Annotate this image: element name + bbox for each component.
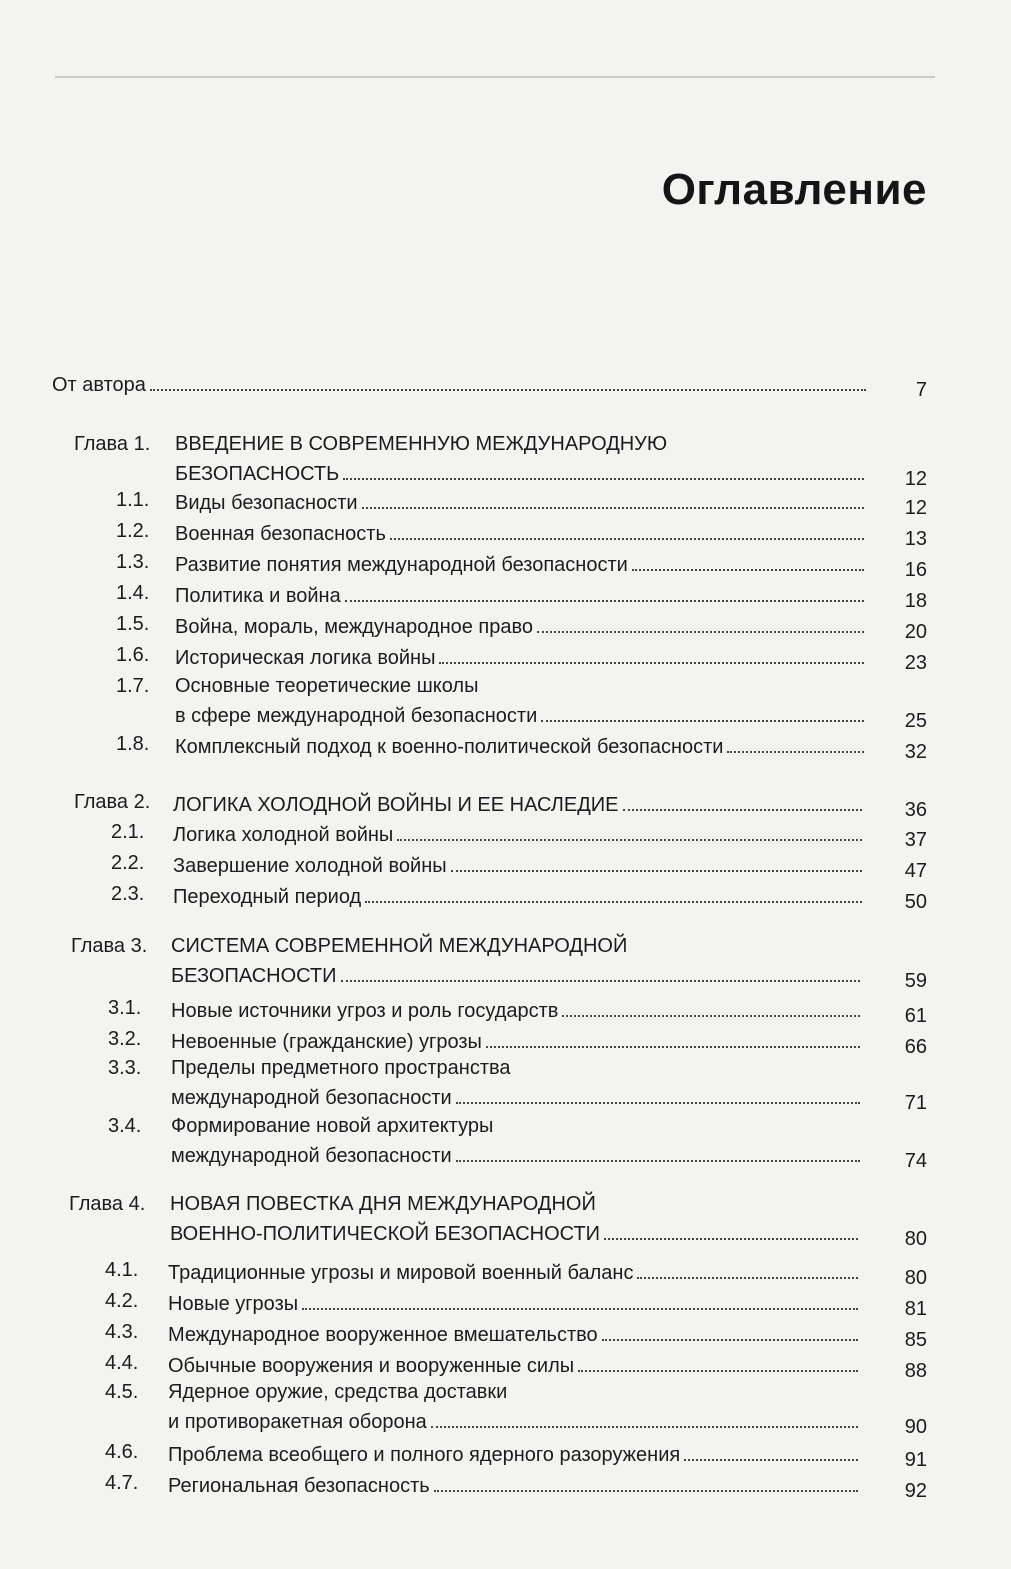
entry-line	[168, 1289, 862, 1316]
page-number: 37	[904, 829, 927, 851]
entry-text	[52, 370, 870, 397]
section-number: 3.4.	[108, 1115, 142, 1137]
page-number: 92	[904, 1480, 927, 1502]
entry-title: Развитие понятия международной безопасности	[175, 554, 628, 576]
entry-text	[170, 1192, 862, 1246]
dot-leader	[637, 1277, 858, 1279]
page-number: 13	[904, 528, 927, 550]
chapter-number: Глава 2.	[74, 791, 151, 813]
entry-line: НОВАЯ ПОВЕСТКА ДНЯ МЕЖДУНАРОДНОЙ	[170, 1193, 596, 1215]
entry-title: Комплексный подход к военно-политической безопасности	[175, 736, 724, 758]
entry-title: Региональная безопасность	[168, 1475, 430, 1497]
dot-leader	[341, 980, 860, 982]
entry-line: Пределы предметного пространства	[171, 1057, 511, 1079]
dot-leader	[365, 901, 862, 903]
page-number: 12	[904, 497, 927, 519]
entry-text	[168, 1440, 862, 1467]
entry-text	[173, 882, 866, 909]
entry-title: международной безопасности	[171, 1145, 452, 1167]
entry-title: Военная безопасность	[175, 523, 386, 545]
entry-line	[168, 1471, 862, 1498]
entry-line	[175, 519, 868, 546]
entry-text	[168, 1351, 862, 1378]
section-number: 1.1.	[116, 489, 150, 511]
dot-leader	[537, 631, 864, 633]
entry-line	[52, 370, 870, 397]
page-number: 47	[904, 860, 927, 882]
section-number: 4.3.	[105, 1321, 139, 1343]
dot-leader	[302, 1308, 858, 1310]
entry-title: Международное вооруженное вмешательство	[168, 1324, 598, 1346]
entry-text	[175, 550, 868, 577]
entry-title: ЛОГИКА ХОЛОДНОЙ ВОЙНЫ И ЕЕ НАСЛЕДИЕ	[173, 794, 619, 816]
entry-line	[168, 1407, 862, 1434]
entry-text	[171, 934, 864, 988]
entry-line	[175, 612, 868, 639]
entry-line	[173, 851, 866, 878]
page-number: 66	[904, 1036, 927, 1058]
dot-leader	[727, 751, 864, 753]
section-number: 4.5.	[105, 1381, 139, 1403]
page-number: 71	[904, 1092, 927, 1114]
page-number: 20	[904, 621, 927, 643]
dot-leader	[434, 1490, 858, 1492]
dot-leader	[397, 839, 862, 841]
chapter-number: Глава 1.	[74, 433, 151, 455]
entry-title: От автора	[52, 374, 146, 396]
section-number: 4.2.	[105, 1290, 139, 1312]
entry-title: Традиционные угрозы и мировой военный баланс	[168, 1262, 634, 1284]
page-number: 32	[904, 741, 927, 763]
page-number: 23	[904, 652, 927, 674]
entry-title: Переходный период	[173, 886, 362, 908]
dot-leader	[456, 1102, 860, 1104]
section-number: 1.3.	[116, 551, 150, 573]
entry-text	[173, 790, 866, 817]
entry-title: и противоракетная оборона	[168, 1411, 427, 1433]
entry-line	[175, 550, 868, 577]
section-number: 3.1.	[108, 997, 142, 1019]
page-number: 50	[904, 891, 927, 913]
entry-line: СИСТЕМА СОВРЕМЕННОЙ МЕЖДУНАРОДНОЙ	[171, 935, 628, 957]
page-number: 74	[904, 1150, 927, 1172]
entry-line	[175, 701, 868, 728]
entry-title: Политика и война	[175, 585, 341, 607]
entry-text	[173, 820, 866, 847]
page-number: 80	[904, 1228, 927, 1250]
chapter-number: Глава 3.	[71, 935, 148, 957]
entry-line	[173, 820, 866, 847]
entry-text	[175, 732, 868, 759]
page-number: 59	[904, 970, 927, 992]
dot-leader	[541, 720, 864, 722]
section-number: 2.1.	[111, 821, 145, 843]
dot-leader	[623, 809, 863, 811]
entry-title: Проблема всеобщего и полного ядерного разоружения	[168, 1444, 681, 1466]
entry-line	[168, 1351, 862, 1378]
section-number: 1.8.	[116, 733, 150, 755]
entry-text	[175, 581, 868, 608]
entry-line	[175, 459, 868, 486]
entry-line	[175, 581, 868, 608]
dot-leader	[562, 1015, 860, 1017]
dot-leader	[684, 1459, 858, 1461]
page-title: Оглавление	[661, 165, 927, 214]
page-number: 25	[904, 710, 927, 732]
entry-line: Ядерное оружие, средства доставки	[168, 1381, 508, 1403]
entry-title: БЕЗОПАСНОСТИ	[171, 965, 337, 987]
entry-line	[168, 1320, 862, 1347]
entry-text	[173, 851, 866, 878]
entry-title: Война, мораль, международное право	[175, 616, 534, 638]
page-number: 80	[904, 1267, 927, 1289]
entry-line	[170, 1219, 862, 1246]
section-number: 3.3.	[108, 1057, 142, 1079]
entry-text	[168, 1380, 862, 1434]
page-number: 81	[904, 1298, 927, 1320]
dot-leader	[150, 389, 866, 391]
page-number: 85	[904, 1329, 927, 1351]
entry-line	[168, 1440, 862, 1467]
section-number: 1.4.	[116, 582, 150, 604]
page-number: 12	[904, 468, 927, 490]
dot-leader	[632, 569, 864, 571]
entry-line	[171, 1141, 864, 1168]
entry-line	[171, 1083, 864, 1110]
page-number: 16	[904, 559, 927, 581]
page-number: 90	[904, 1416, 927, 1438]
entry-title: Новые угрозы	[168, 1293, 299, 1315]
page-number: 91	[904, 1449, 927, 1471]
dot-leader	[431, 1426, 858, 1428]
entry-line	[171, 996, 864, 1023]
dot-leader	[604, 1238, 858, 1240]
entry-text	[168, 1289, 862, 1316]
section-number: 1.7.	[116, 675, 150, 697]
entry-title: БЕЗОПАСНОСТЬ	[175, 463, 340, 485]
entry-text	[175, 612, 868, 639]
entry-text	[175, 488, 868, 515]
section-number: 1.5.	[116, 613, 150, 635]
entry-line	[173, 882, 866, 909]
page-number: 36	[904, 799, 927, 821]
entry-title: Завершение холодной войны	[173, 855, 447, 877]
section-number: 4.1.	[105, 1259, 139, 1281]
dot-leader	[439, 662, 864, 664]
dot-leader	[578, 1370, 858, 1372]
section-number: 4.4.	[105, 1352, 139, 1374]
dot-leader	[602, 1339, 858, 1341]
section-number: 4.7.	[105, 1472, 139, 1494]
entry-line	[175, 488, 868, 515]
entry-text	[171, 1027, 864, 1054]
entry-line: Основные теоретические школы	[175, 675, 479, 697]
section-number: 4.6.	[105, 1441, 139, 1463]
entry-line	[171, 1027, 864, 1054]
page-number: 61	[904, 1005, 927, 1027]
chapter-number: Глава 4.	[69, 1193, 146, 1215]
entry-title: Историческая логика войны	[175, 647, 436, 669]
dot-leader	[486, 1046, 860, 1048]
entry-text	[168, 1258, 862, 1285]
entry-text	[175, 519, 868, 546]
entry-line	[171, 961, 864, 988]
entry-text	[171, 996, 864, 1023]
entry-title: Новые источники угроз и роль государств	[171, 1000, 559, 1022]
entry-title: международной безопасности	[171, 1087, 452, 1109]
entry-title: Обычные вооружения и вооруженные силы	[168, 1355, 575, 1377]
entry-title: ВОЕННО-ПОЛИТИЧЕСКОЙ БЕЗОПАСНОСТИ	[170, 1223, 601, 1245]
section-number: 2.3.	[111, 883, 145, 905]
entry-line: Формирование новой архитектуры	[171, 1115, 494, 1137]
dot-leader	[456, 1160, 860, 1162]
dot-leader	[390, 538, 864, 540]
page-number: 7	[915, 379, 927, 401]
entry-line: ВВЕДЕНИЕ В СОВРЕМЕННУЮ МЕЖДУНАРОДНУЮ	[175, 433, 668, 455]
page-number: 18	[904, 590, 927, 612]
entry-line	[175, 732, 868, 759]
section-number: 1.6.	[116, 644, 150, 666]
entry-title: Виды безопасности	[175, 492, 358, 514]
entry-text	[175, 643, 868, 670]
section-number: 1.2.	[116, 520, 150, 542]
entry-title: Невоенные (гражданские) угрозы	[171, 1031, 482, 1053]
entry-text	[168, 1320, 862, 1347]
dot-leader	[362, 507, 864, 509]
entry-line	[168, 1258, 862, 1285]
show-through-rule	[55, 76, 935, 78]
dot-leader	[343, 478, 864, 480]
entry-text	[175, 674, 868, 728]
entry-title: в сфере международной безопасности	[175, 705, 538, 727]
page-number: 88	[904, 1360, 927, 1382]
entry-text	[175, 432, 868, 486]
entry-line	[173, 790, 866, 817]
entry-text	[168, 1471, 862, 1498]
dot-leader	[451, 870, 862, 872]
entry-line	[175, 643, 868, 670]
section-number: 3.2.	[108, 1028, 142, 1050]
entry-text	[171, 1114, 864, 1168]
entry-text	[171, 1056, 864, 1110]
entry-title: Логика холодной войны	[173, 824, 394, 846]
section-number: 2.2.	[111, 852, 145, 874]
dot-leader	[345, 600, 864, 602]
